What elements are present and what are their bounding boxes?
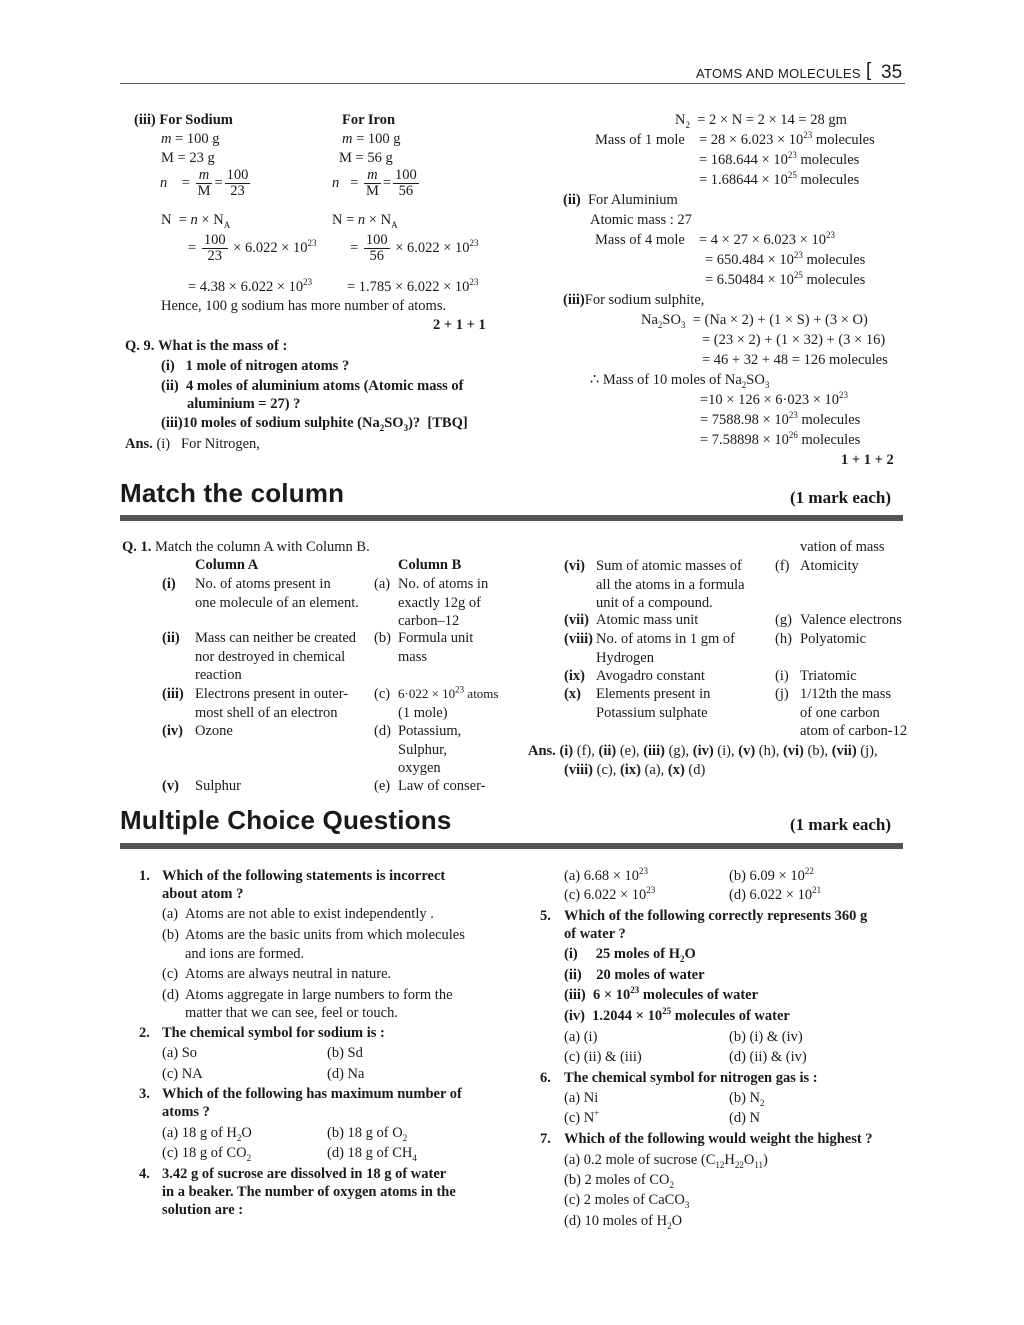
match-left-letter: (a) — [374, 576, 391, 592]
match-right-letter: (i) — [775, 668, 789, 684]
q9-ii-b: aluminium = 27) ? — [187, 396, 301, 412]
match-left-letter: (d) — [374, 723, 391, 739]
match-right-colA-text: Elements present in — [596, 686, 711, 702]
match-left-colA-text: most shell of an electron — [195, 704, 338, 721]
match-right-letter: (f) — [775, 558, 790, 574]
match-right-colA-text: all the atoms in a formula — [596, 576, 745, 593]
match-right-colB-text: 1/12th the mass — [800, 686, 892, 702]
match-left-colA-text: nor destroyed in chemical — [195, 648, 346, 665]
match-answer-2: (viii) (c), (ix) (a), (x) (d) — [564, 762, 706, 778]
q4-opt-b: (b) $6.09 \times 10^{22}$ — [729, 866, 814, 884]
al-title: For Aluminium — [587, 192, 678, 208]
q2-opt-b: (b) Sd — [327, 1045, 363, 1061]
match-section-title: Match the column — [120, 478, 345, 508]
q7-opt-d: (d) 10 moles of $H_2O$ — [564, 1213, 683, 1231]
iron-N-eq: $N = n \times N_A$ — [332, 212, 398, 230]
match-left-colB-text: oxygen — [398, 760, 441, 776]
col-b-header: Column B — [398, 557, 462, 573]
q1-option-text: and ions are formed. — [185, 946, 305, 962]
q5-opt-c: (c) (ii) & (iii) — [564, 1049, 642, 1065]
q7-text: Which of the following would weight the highest ? — [564, 1131, 873, 1147]
match-right-num: (vi) — [564, 558, 585, 574]
match-left-colB-text: No. of atoms in — [398, 576, 489, 592]
q5-stmt-iii: (iii) $6 \times 10^{23}$ molecules of water — [564, 985, 759, 1003]
match-marks: (1 mark each) — [790, 488, 892, 507]
q1-option-text: Atoms are not able to exist independently . — [185, 906, 434, 922]
q9-text: What is the mass of : — [158, 338, 288, 354]
match-right-colA-text: Atomic mass unit — [596, 612, 699, 628]
match-rule — [120, 515, 903, 521]
match-right-colB-text: Atomicity — [800, 558, 859, 574]
match-right-colA-text: Avogadro constant — [596, 668, 705, 684]
match-answer: Ans. (i) (f), (ii) (e), (iii) (g), (iv) (i), (v) (h), (vi) (b), (vii) (j), — [528, 743, 878, 759]
q5-opt-d: (d) (ii) & (iv) — [729, 1049, 807, 1065]
iron-N-calc: = $\frac{100}{56}$ × $6.022 \times 10^{23}$ — [350, 232, 479, 264]
sodium-m: m = 100 g — [161, 131, 220, 147]
match-left-colB-text: carbon–12 — [398, 613, 460, 629]
q9-i: 1 mole of nitrogen atoms ? — [185, 358, 350, 374]
match-left-num: (iv) — [162, 723, 183, 739]
mass-4-mole: Mass of 4 mole — [595, 232, 685, 248]
match-left-colA-text: Mass can neither be created — [195, 630, 357, 646]
q2-opt-c: (c) NA — [162, 1066, 203, 1082]
match-right-letter: (j) — [775, 686, 789, 702]
match-right-colA-text: Potassium sulphate — [596, 704, 708, 721]
ans-i: For Nitrogen, — [181, 436, 260, 452]
match-left-colB-text: Formula unit — [398, 630, 474, 646]
match-left-colB-text: mass — [398, 648, 427, 665]
q2-text: The chemical symbol for sodium is : — [162, 1025, 385, 1041]
match-right-colB-text: Triatomic — [800, 668, 857, 684]
q1-option-text: Atoms are the basic units from which molecules — [185, 927, 465, 943]
q4-opt-a: (a) $6.68 \times 10^{23}$ — [564, 866, 649, 884]
q1-option-letter: (d) — [162, 987, 179, 1003]
page-bracket: [ — [866, 60, 872, 81]
q4-opt-c: (c) $6.022 \times 10^{23}$ — [564, 885, 656, 903]
iron-m: m = 100 g — [342, 131, 401, 147]
q2-opt-d: (d) Na — [327, 1066, 365, 1082]
match-right-colB-text: of one carbon — [800, 704, 880, 721]
match-right-letter: (h) — [775, 631, 792, 647]
match-q-text: Match the column A with Column B. — [155, 539, 370, 555]
q1-option-text: Atoms are always neutral in nature. — [185, 966, 392, 982]
match-left-colB-text: Law of conser- — [398, 778, 486, 794]
ans-label: Ans. — [125, 436, 153, 452]
q9-iii: (iii)10 moles of sodium sulphite $(Na_2SO_3)$? [TBQ] — [161, 415, 468, 433]
q3-opt-d: (d) 18 g of $CH_4$ — [327, 1145, 417, 1163]
match-left-letter: (c) — [374, 686, 391, 702]
q3-opt-b: (b) 18 g of $O_2$ — [327, 1125, 408, 1143]
mcq-rule — [120, 843, 903, 849]
sodium-N-eq: $N = n \times N_A$ — [161, 212, 231, 230]
match-right-colB-text: Valence electrons — [800, 612, 902, 628]
ss-title: For sodium sulphite, — [584, 292, 705, 308]
match-left-colA-text: Electrons present in outer- — [195, 686, 349, 702]
q1-option-letter: (b) — [162, 927, 179, 943]
vation-text: vation of mass — [800, 539, 885, 555]
iron-title: For Iron — [342, 112, 396, 128]
col-a-header: Column A — [195, 557, 259, 573]
match-left-colB-text: Potassium, — [398, 723, 462, 739]
match-right-num: (x) — [564, 686, 581, 702]
match-right-colA-text: No. of atoms in 1 gm of — [596, 631, 735, 647]
header-rule — [120, 83, 905, 84]
sodium-title: For Sodium — [159, 112, 233, 128]
match-right-num: (vii) — [564, 612, 589, 628]
q1-option-letter: (c) — [162, 966, 179, 982]
q6-text: The chemical symbol for nitrogen gas is : — [564, 1070, 818, 1086]
q1-option-text: Atoms aggregate in large numbers to form the — [185, 987, 453, 1003]
match-left-letter: (b) — [374, 630, 391, 646]
q6-opt-d: (d) N — [729, 1110, 761, 1126]
q6-opt-c: (c) N+ — [564, 1108, 600, 1126]
q5-text-b: of water ? — [564, 926, 626, 942]
marks-right: 1 + 1 + 2 — [841, 452, 894, 468]
q3-opt-c: (c) 18 g of $CO_2$ — [162, 1145, 252, 1163]
q6-opt-b: (b) $N_2$ — [729, 1090, 765, 1108]
match-left-colA-text: reaction — [195, 667, 242, 683]
q4-text-b: in a beaker. The number of oxygen atoms in the — [162, 1184, 456, 1200]
q7-opt-c: (c) 2 moles of CaCO$_3$ — [564, 1192, 690, 1210]
match-left-letter: (e) — [374, 778, 391, 794]
match-right-colB-text: atom of carbon-12 — [800, 723, 908, 739]
hence-text: Hence, 100 g sodium has more number of atoms. — [161, 298, 447, 314]
chapter-title: ATOMS AND MOLECULES — [696, 66, 861, 81]
q1-text: Which of the following statements is incorrect — [162, 868, 446, 884]
sodium-N-calc: = $\frac{100}{23}$ × $6.022 \times 10^{23}$ — [188, 232, 317, 264]
match-q: Q. 1. — [122, 539, 152, 555]
q2-opt-a: (a) So — [162, 1045, 198, 1061]
q3-text: Which of the following has maximum number of — [162, 1086, 462, 1102]
match-right-colB-text: Polyatomic — [800, 631, 867, 647]
sodium-M: M = 23 g — [161, 150, 215, 166]
match-left-colB-text: exactly 12g of — [398, 594, 481, 611]
q5-opt-b: (b) (i) & (iv) — [729, 1029, 803, 1045]
iron-M: M = 56 g — [339, 150, 393, 166]
q5-text: Which of the following correctly represents 360 g — [564, 908, 868, 924]
q3-opt-a: (a) 18 g of $H_2O$ — [162, 1125, 252, 1143]
iron-n-eq: n = $\frac{m}{M}$ = $\frac{100}{56}$ — [332, 167, 417, 199]
q-label: (iii) — [134, 112, 156, 128]
q4-text: 3.42 g of sucrose are dissolved in 18 g of water — [162, 1166, 447, 1182]
q5-stmt-iv: (iv) $1.2044 \times 10^{25}$ molecules of water — [564, 1006, 790, 1024]
q7-opt-b: (b) 2 moles of $CO_2$ — [564, 1172, 675, 1190]
match-left-colA-text: Ozone — [195, 723, 233, 739]
mcq-section-title: Multiple Choice Questions — [120, 805, 452, 835]
match-right-colA-text: Sum of atomic masses of — [596, 558, 742, 574]
sodium-n-eq: n = $\frac{m}{M}$ = $\frac{100}{23}$ — [160, 167, 249, 199]
match-left-num: (iii) — [162, 686, 184, 702]
match-right-num: (viii) — [564, 631, 593, 647]
q1-text-b: about atom ? — [162, 886, 244, 902]
match-left-num: (ii) — [162, 630, 180, 646]
q5-opt-a: (a) (i) — [564, 1029, 598, 1045]
sodium-N-result: = $4.38 \times 6.022 \times 10^{23}$ — [188, 277, 313, 295]
q4-opt-d: (d) $6.022 \times 10^{21}$ — [729, 885, 822, 903]
q9-ii: 4 moles of aluminium atoms (Atomic mass of — [185, 378, 464, 394]
q6-opt-a: (a) Ni — [564, 1090, 599, 1106]
q9-label: Q. 9. — [125, 338, 155, 354]
marks-left: 2 + 1 + 1 — [433, 317, 486, 333]
match-left-colB-text: $6\cdot 022 \times 10^{23}$ atoms — [398, 684, 499, 701]
q7-opt-a: (a) 0.2 mole of sucrose $(C_{12}H_{22}O_{11})$ — [564, 1152, 768, 1170]
match-left-colA-text: one molecule of an element. — [195, 594, 359, 611]
match-left-colA-text: No. of atoms present in — [195, 576, 331, 592]
match-right-colA-text: unit of a compound. — [596, 595, 713, 611]
page-number: 35 — [881, 62, 903, 83]
q5-stmt-i: (i) 25 moles of $H_2O$ — [564, 946, 696, 964]
match-left-colB-text: (1 mole) — [398, 704, 448, 721]
match-right-letter: (g) — [775, 612, 792, 628]
match-right-num: (ix) — [564, 668, 585, 684]
al-mass: Atomic mass : 27 — [590, 212, 692, 228]
match-left-colA-text: Sulphur — [195, 778, 241, 794]
iron-N-result: = $1.785 \times 6.022 \times 10^{23}$ — [347, 277, 479, 295]
q4-text-c: solution are : — [162, 1202, 244, 1218]
q5-stmt-ii: (ii) 20 moles of water — [564, 967, 705, 983]
q1-option-letter: (a) — [162, 906, 179, 922]
mcq-marks: (1 mark each) — [790, 815, 892, 834]
match-left-colB-text: Sulphur, — [398, 741, 447, 758]
match-left-num: (v) — [162, 778, 179, 794]
match-right-colA-text: Hydrogen — [596, 649, 654, 666]
mass-1-mole: Mass of 1 mole — [595, 132, 685, 148]
match-left-num: (i) — [162, 576, 176, 592]
q1-option-text: matter that we can see, feel or touch. — [185, 1005, 398, 1021]
q3-text-b: atoms ? — [162, 1104, 210, 1120]
